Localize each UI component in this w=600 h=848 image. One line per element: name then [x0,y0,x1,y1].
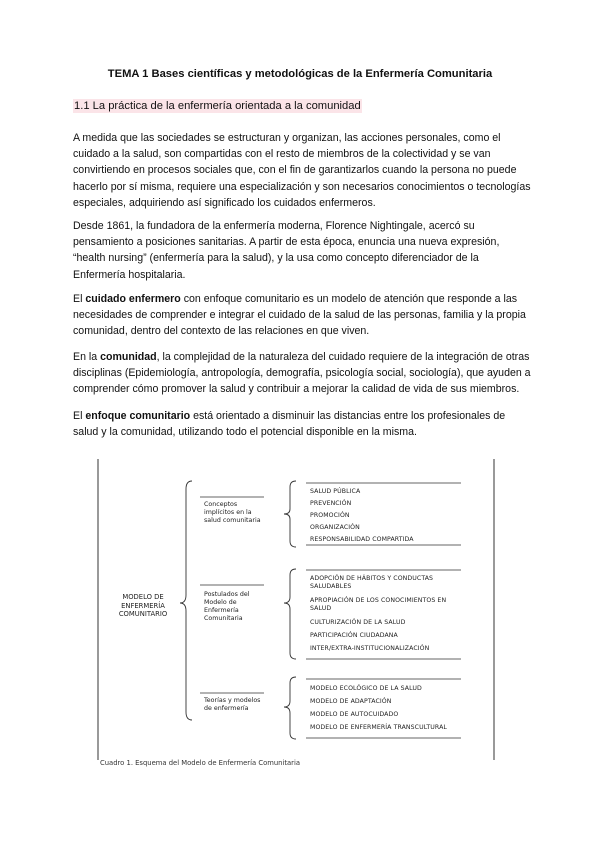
figure-caption: Cuadro 1. Esquema del Modelo de Enfermería Comunitaria [100,759,301,767]
document-title: TEMA 1 Bases científicas y metodológicas de la Enfermería Comunitaria [107,68,493,80]
paragraph-4 [73,349,531,398]
diagram-item: ADOPCIÓN DE HÁBITOS Y CONDUCTAS SALUDABLES [310,575,434,590]
diagram-item: CULTURIZACIÓN DE LA SALUD [310,619,406,626]
diagram-item: APROPIACIÓN DE LOS CONOCIMIENTOS EN SALUD [310,597,447,612]
paragraph-3 [73,291,531,340]
diagram-item: MODELO ECOLÓGICO DE LA SALUD [310,685,422,692]
paragraph-5-rest: está orientado a disminuir las distancias entre los profesionales de salud y la comunidad, utilizando todo el potencial disponible en la misma. [73,410,506,439]
paragraph-4-rest: , la complejidad de la naturaleza del cuidado requiere de la integración de otras disciplinas (Epidemiología, antropología, demografía, psicología social, sociología), que ayuden a comprender cómo promover la salud y contribuir a mejorar la calidad de vida de sus miembros. [73,351,531,396]
paragraph-3-bold: cuidado enfermero [85,293,181,305]
diagram-item: SALUD PÚBLICA [310,488,361,495]
diagram-item: PARTICIPACIÓN CIUDADANA [310,632,398,639]
paragraph-1: A medida que las sociedades se estructuran y organizan, las acciones personales, como el cuidado a la salud, son compartidas con el resto de miembros de la colectividad y se van convirtiendo en procesos sociales que, con el fin de garantizarlos cuando la persona no puede hacerlo por sí misma, requiere una especialización y son necesarios conocimientos o tecnologías especiales, adquiriendo así significado los cuidados enfermeros. [73,132,531,209]
diagram-item: PROMOCIÓN [310,512,350,519]
diagram-group-3-label: Teorías y modelos de enfermería [204,697,261,712]
diagram-item: RESPONSABILIDAD COMPARTIDA [310,536,414,543]
paragraph-2: Desde 1861, la fundadora de la enfermería moderna, Florence Nightingale, acercó su pensamiento a posiciones sanitarias. A partir de esta época, enuncia una nueva expresión, “health nursing” (enfermería para la salud), y la usa como concepto diferenciador de la Enfermería hospitalaria. [73,220,500,281]
paragraph-5-lead: El [73,410,86,422]
paragraph-5 [73,408,531,440]
paragraph-3-lead: El [73,293,86,305]
diagram-item: ORGANIZACIÓN [310,524,360,531]
section-heading: 1.1 La práctica de la enfermería orientada a la comunidad [74,100,361,112]
diagram-group-1-label: Conceptos implícitos en la salud comunitaria [204,501,261,524]
diagram-item: INTER/EXTRA-INSTITUCIONALIZACIÓN [310,645,430,652]
diagram-group-2-label: Postulados del Modelo de Enfermería Comunitaria [204,591,250,622]
paragraph-5-bold: enfoque comunitario [85,410,191,422]
diagram-item: PREVENCIÓN [310,500,352,507]
diagram-item: MODELO DE AUTOCUIDADO [310,711,399,718]
diagram-item: MODELO DE ENFERMERÍA TRANSCULTURAL [310,724,447,731]
paragraph-4-lead: En la [73,351,101,363]
diagram-main-node: MODELO DE ENFERMERÍA COMUNITARIO [118,593,168,618]
paragraph-3-rest: con enfoque comunitario es un modelo de atención que responde a las necesidades de comprender e integrar el cuidado de la salud de las personas, familia y la propia comunidad, dentro del contexto de las relaciones en que viven. [73,293,526,338]
paragraph-4-bold: comunidad [100,351,157,363]
community-nursing-model-diagram [96,457,496,762]
diagram-item: MODELO DE ADAPTACIÓN [310,698,392,705]
